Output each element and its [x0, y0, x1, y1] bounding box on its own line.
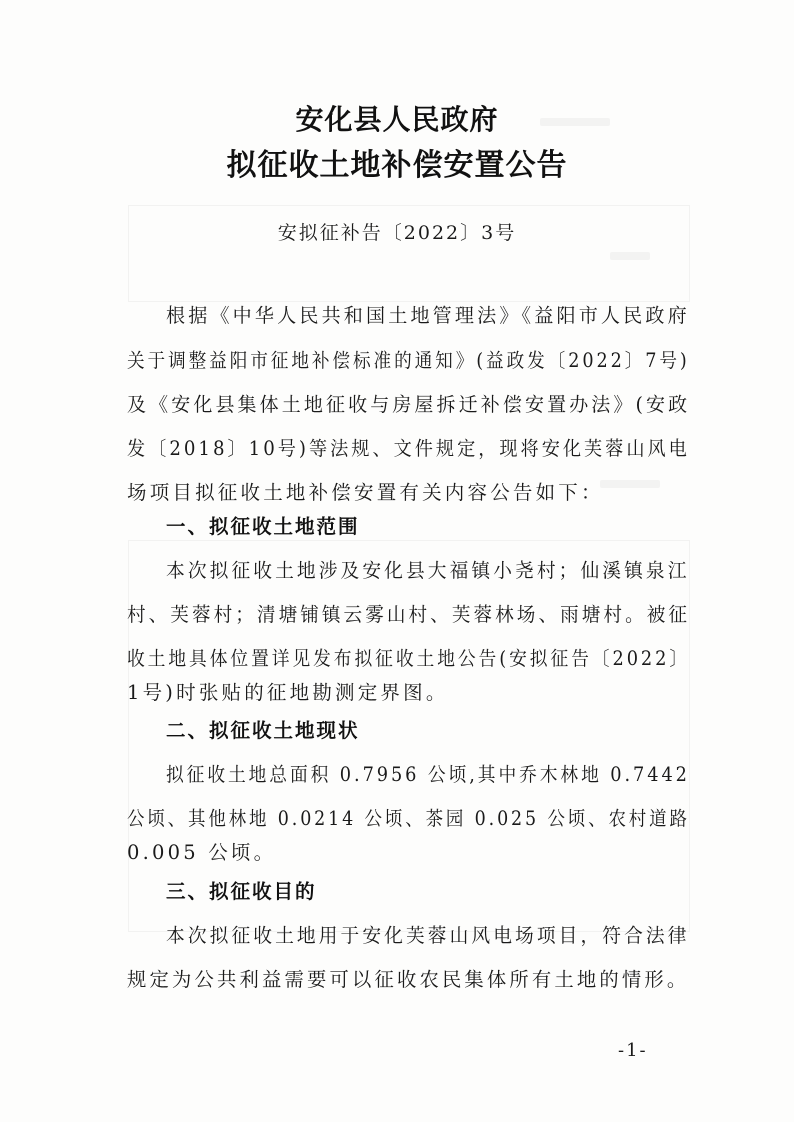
document-number: 安拟征补告〔2022〕3号: [277, 222, 517, 244]
section1-line: 村、芙蓉村；清塘铺镇云雾山村、芙蓉林场、雨塘村。被征: [127, 603, 691, 626]
intro-line: 及《安化县集体土地征收与房屋拆迁补偿安置办法》(安政: [127, 393, 691, 416]
intro-line: 场项目拟征收土地补偿安置有关内容公告如下：: [127, 481, 604, 504]
section1-heading: 一、拟征收土地范围: [166, 515, 360, 538]
section3-line: 规定为公共利益需要可以征收农民集体所有土地的情形。: [127, 968, 690, 991]
section2-heading: 二、拟征收土地现状: [166, 719, 360, 742]
intro-line: 关于调整益阳市征地补偿标准的通知》(益政发〔2022〕7号): [127, 349, 690, 372]
section2-line: 拟征收土地总面积 0.7956 公顷,其中乔木林地 0.7442: [166, 763, 690, 786]
section2-line: 公顷、其他林地 0.0214 公顷、茶园 0.025 公顷、农村道路: [127, 807, 690, 830]
intro-line: 发〔2018〕10号)等法规、文件规定，现将安化芙蓉山风电: [127, 437, 690, 460]
section3-heading: 三、拟征收目的: [166, 880, 317, 903]
section2-line: 0.005 公顷。: [127, 841, 277, 864]
section1-line: 1号)时张贴的征地勘测定界图。: [127, 681, 449, 704]
intro-line: 根据《中华人民共和国土地管理法》《益阳市人民政府: [166, 304, 690, 327]
document-title-line2: 拟征收土地补偿安置公告: [226, 148, 568, 183]
bleed-text-mark: [610, 252, 650, 260]
section1-line: 收土地具体位置详见发布拟征收土地公告(安拟征告〔2022〕: [127, 647, 691, 670]
section3-line: 本次拟征收土地用于安化芙蓉山风电场项目，符合法律: [166, 924, 690, 947]
document-title-line1: 安化县人民政府: [295, 103, 499, 136]
bleed-text-mark: [600, 480, 660, 488]
section1-line: 本次拟征收土地涉及安化县大福镇小尧村；仙溪镇泉江: [166, 559, 690, 582]
page-number: -1-: [618, 1040, 648, 1061]
